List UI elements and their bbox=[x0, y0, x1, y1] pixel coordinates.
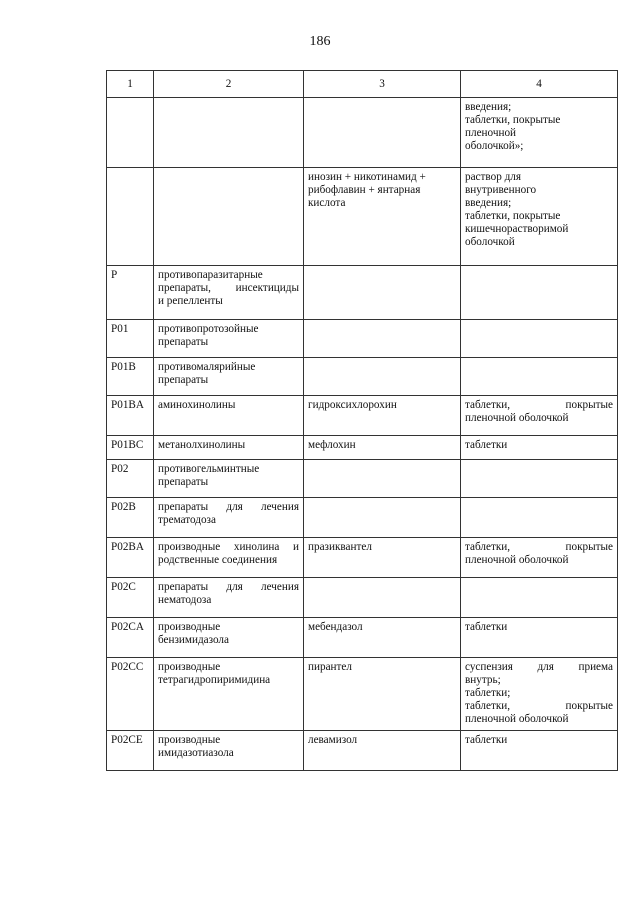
dosage-form-line: таблетки, покрытые bbox=[465, 541, 613, 553]
dosage-form-cell bbox=[461, 578, 618, 618]
table-row bbox=[107, 168, 618, 266]
atc-code-cell: P02CE bbox=[107, 731, 154, 771]
dosage-form-line: пленочной оболочкой bbox=[465, 412, 569, 424]
group-cell bbox=[154, 396, 304, 436]
group-line: производные bbox=[158, 661, 221, 673]
group-cell bbox=[154, 266, 304, 320]
group-line: родственные соединения bbox=[158, 554, 278, 566]
dosage-form-cell bbox=[461, 658, 618, 731]
column-header-1: 1 bbox=[107, 71, 154, 98]
group-line: противопаразитарные bbox=[158, 269, 263, 281]
table-row bbox=[107, 436, 618, 460]
group-cell bbox=[154, 658, 304, 731]
dosage-form-line: пленочной оболочкой bbox=[465, 554, 569, 566]
group-line: аминохинолины bbox=[158, 399, 236, 411]
group-cell bbox=[154, 168, 304, 266]
dosage-form-cell bbox=[461, 98, 618, 168]
substance-line: пирантел bbox=[308, 661, 352, 673]
atc-code-cell: P02CA bbox=[107, 618, 154, 658]
dosage-form-cell bbox=[461, 358, 618, 396]
atc-code-cell: P02BA bbox=[107, 538, 154, 578]
group-line: производные bbox=[158, 734, 221, 746]
dosage-form-cell bbox=[461, 266, 618, 320]
substance-line: мефлохин bbox=[308, 439, 356, 451]
group-line: противопротозойные bbox=[158, 323, 259, 335]
group-line: препараты bbox=[158, 476, 209, 488]
atc-code-cell: P02CC bbox=[107, 658, 154, 731]
table-row bbox=[107, 498, 618, 538]
dosage-form-line: таблетки, покрытые bbox=[465, 700, 613, 712]
group-line: противомалярийные bbox=[158, 361, 256, 373]
group-line: нематодоза bbox=[158, 594, 212, 606]
table-row bbox=[107, 731, 618, 771]
group-line: препараты для лечения bbox=[158, 581, 299, 593]
substance-line: празиквантел bbox=[308, 541, 372, 553]
group-line: препараты, инсектициды bbox=[158, 282, 299, 294]
substance-cell bbox=[304, 396, 461, 436]
dosage-form-line: введения; bbox=[465, 197, 512, 209]
dosage-form-line: оболочкой»; bbox=[465, 140, 524, 152]
dosage-form-line: таблетки, покрытые bbox=[465, 399, 613, 411]
table-body bbox=[107, 98, 618, 771]
dosage-form-line: таблетки bbox=[465, 621, 508, 633]
group-cell bbox=[154, 578, 304, 618]
dosage-form-cell bbox=[461, 396, 618, 436]
substance-line: левамизол bbox=[308, 734, 358, 746]
substance-cell bbox=[304, 618, 461, 658]
table-row bbox=[107, 320, 618, 358]
group-line: препараты для лечения bbox=[158, 501, 299, 513]
substance-cell bbox=[304, 98, 461, 168]
atc-code-cell: P01BA bbox=[107, 396, 154, 436]
table-row bbox=[107, 98, 618, 168]
substance-cell bbox=[304, 658, 461, 731]
substance-cell bbox=[304, 320, 461, 358]
dosage-form-cell bbox=[461, 731, 618, 771]
dosage-form-cell bbox=[461, 498, 618, 538]
substance-line: инозин + никотинамид + bbox=[308, 171, 426, 183]
group-cell bbox=[154, 460, 304, 498]
dosage-form-line: суспензия для приема bbox=[465, 661, 613, 673]
substance-line: гидроксихлорохин bbox=[308, 399, 397, 411]
dosage-form-cell bbox=[461, 460, 618, 498]
group-line: трематодоза bbox=[158, 514, 216, 526]
column-header-4: 4 bbox=[461, 71, 618, 98]
table-row bbox=[107, 460, 618, 498]
atc-code-cell: P02B bbox=[107, 498, 154, 538]
medication-table bbox=[106, 70, 618, 771]
substance-cell bbox=[304, 538, 461, 578]
atc-code-cell: P bbox=[107, 266, 154, 320]
dosage-form-line: таблетки; bbox=[465, 687, 511, 699]
atc-code-cell: P02C bbox=[107, 578, 154, 618]
group-line: метанолхинолины bbox=[158, 439, 246, 451]
table-row bbox=[107, 658, 618, 731]
group-line: противогельминтные bbox=[158, 463, 260, 475]
group-cell bbox=[154, 98, 304, 168]
substance-cell bbox=[304, 436, 461, 460]
group-line: и репелленты bbox=[158, 295, 223, 307]
atc-code-cell: P01BC bbox=[107, 436, 154, 460]
dosage-form-line: внутривенного bbox=[465, 184, 537, 196]
dosage-form-cell bbox=[461, 320, 618, 358]
atc-code-cell: P02 bbox=[107, 460, 154, 498]
atc-code-cell bbox=[107, 98, 154, 168]
dosage-form-line: кишечнорастворимой bbox=[465, 223, 569, 235]
dosage-form-cell bbox=[461, 436, 618, 460]
group-cell bbox=[154, 358, 304, 396]
substance-cell bbox=[304, 266, 461, 320]
atc-code-cell: P01 bbox=[107, 320, 154, 358]
dosage-form-line: оболочкой bbox=[465, 236, 515, 248]
dosage-form-line: таблетки, покрытые bbox=[465, 114, 561, 126]
group-cell bbox=[154, 618, 304, 658]
dosage-form-line: таблетки, покрытые bbox=[465, 210, 561, 222]
group-line: бензимидазола bbox=[158, 634, 229, 646]
table-row bbox=[107, 538, 618, 578]
group-cell bbox=[154, 436, 304, 460]
dosage-form-cell bbox=[461, 618, 618, 658]
table-row bbox=[107, 618, 618, 658]
group-line: тетрагидропиримидина bbox=[158, 674, 271, 686]
column-header-3: 3 bbox=[304, 71, 461, 98]
table-row bbox=[107, 266, 618, 320]
table-row bbox=[107, 358, 618, 396]
group-cell bbox=[154, 498, 304, 538]
group-cell bbox=[154, 320, 304, 358]
group-line: препараты bbox=[158, 336, 209, 348]
dosage-form-line: введения; bbox=[465, 101, 512, 113]
substance-line: мебендазол bbox=[308, 621, 363, 633]
dosage-form-line: пленочной bbox=[465, 127, 517, 139]
substance-cell bbox=[304, 358, 461, 396]
substance-cell bbox=[304, 460, 461, 498]
atc-code-cell: P01B bbox=[107, 358, 154, 396]
group-line: производные bbox=[158, 621, 221, 633]
group-line: имидазотиазола bbox=[158, 747, 234, 759]
group-line: препараты bbox=[158, 374, 209, 386]
group-cell bbox=[154, 731, 304, 771]
dosage-form-line: таблетки bbox=[465, 734, 508, 746]
substance-cell bbox=[304, 498, 461, 538]
table-row bbox=[107, 578, 618, 618]
atc-code-cell bbox=[107, 168, 154, 266]
substance-line: рибофлавин + янтарная bbox=[308, 184, 421, 196]
dosage-form-line: таблетки bbox=[465, 439, 508, 451]
dosage-form-cell bbox=[461, 168, 618, 266]
table-row bbox=[107, 396, 618, 436]
substance-cell bbox=[304, 578, 461, 618]
dosage-form-line: внутрь; bbox=[465, 674, 501, 686]
substance-cell bbox=[304, 168, 461, 266]
column-header-2: 2 bbox=[154, 71, 304, 98]
page-number: 186 bbox=[309, 34, 331, 49]
dosage-form-cell bbox=[461, 538, 618, 578]
group-cell bbox=[154, 538, 304, 578]
table-header-row bbox=[107, 71, 618, 98]
dosage-form-line: раствор для bbox=[465, 171, 522, 183]
dosage-form-line: пленочной оболочкой bbox=[465, 713, 569, 725]
substance-cell bbox=[304, 731, 461, 771]
substance-line: кислота bbox=[308, 197, 346, 209]
group-line: производные хинолина и bbox=[158, 541, 299, 553]
